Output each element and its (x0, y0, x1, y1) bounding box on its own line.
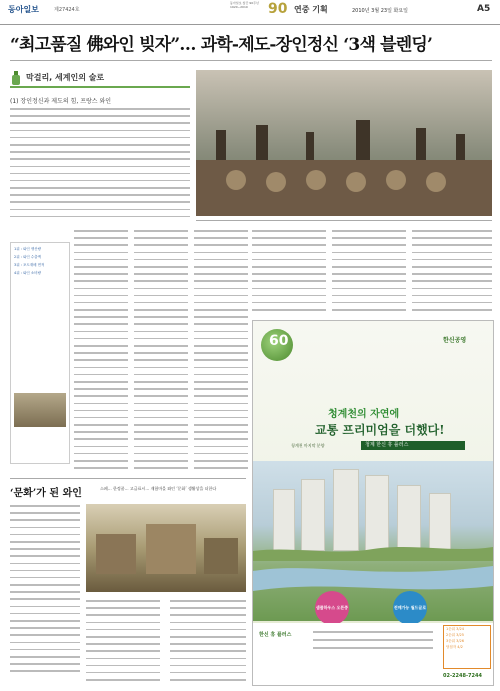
intro-text (10, 108, 190, 223)
ad-info-line (313, 647, 433, 649)
photo-caption-rule (196, 220, 492, 221)
culture-column-3 (170, 600, 246, 686)
ad-bottom-panel (253, 623, 493, 685)
bottle-icon (10, 70, 22, 84)
stats-sidebox (10, 242, 70, 464)
anniversary-caption: 동아일보 창간 90주년 1920~2010 (230, 1, 259, 9)
culture-photo (86, 504, 246, 592)
issue-date: 2010년 3월 23일 화요일 (352, 8, 409, 14)
body-column-4 (252, 230, 326, 316)
culture-column-2 (86, 600, 160, 686)
page-number: A5 (477, 4, 491, 14)
ad-badge-1: 샘플하우스 오픈중 (315, 591, 349, 625)
body-column-2 (134, 230, 188, 474)
body-column-5 (332, 230, 406, 316)
apartment-advertisement (252, 320, 494, 686)
ad-tag-bar: 청계 한신 휴 플러스 (361, 441, 465, 450)
series-underline (10, 86, 190, 88)
issue-number: 제27424호 (54, 7, 80, 13)
ad-info-line (313, 639, 433, 641)
main-headline: “최고품질 佛와인 빚자”… 과학-제도-장인정신 ‘3색 블렌딩’ (10, 35, 433, 55)
ad-phone-number: 02-2248-7244 (443, 673, 482, 679)
culture-title: ‘문화’가 된 와인 (10, 488, 82, 499)
ad-headline-1: 청계천의 자연에 (328, 409, 400, 420)
culture-rule (10, 478, 246, 479)
ad-info-line (313, 631, 433, 633)
sidebar-photo (14, 393, 66, 427)
schedule-row: 1순위 3/24 (446, 627, 464, 631)
body-column-3 (194, 230, 248, 474)
wine-cellar-photo (196, 70, 492, 216)
ad-schedule-box (443, 625, 491, 669)
ad-tagline: 청계천 마지막 분양 (291, 443, 325, 448)
schedule-row: 2순위 3/25 (446, 633, 464, 637)
ad-scenery-image (253, 461, 493, 621)
schedule-row: 당첨자 4/2 (446, 645, 463, 649)
ad-headline-2: 교통 프리미엄을 더했다! (315, 423, 445, 437)
culture-column-1 (10, 505, 80, 678)
headline-rule (10, 60, 492, 61)
ad-badge-2: 전매가능 월드글로 (393, 591, 427, 625)
body-column-1 (74, 230, 128, 474)
stat-item: 2위 : 와인 수출액 (14, 255, 42, 259)
anniversary-number: 90 (268, 1, 288, 17)
publication-name: 동아일보 (8, 5, 39, 14)
schedule-row: 3순위 3/26 (446, 639, 464, 643)
body-column-6 (412, 230, 492, 316)
stat-item: 1위 : 와인 생산량 (14, 247, 42, 251)
ad-brand: 한신공영 (443, 337, 467, 344)
culture-subtitle: 스페… 한정품… 고급표시… 재함마을 와인 ‘문화’ 생활상을 더한다 (100, 486, 217, 491)
anniversary-badge (230, 1, 330, 21)
stat-item: 3위 : 포도재배 면적 (14, 263, 45, 267)
section-label: 연중 기획 (294, 5, 328, 14)
series-title: 막걸리, 세계인의 술로 (26, 73, 105, 82)
stat-item: 4위 : 와인 소비량 (14, 271, 42, 275)
series-subhead: (1) 장인정신과 제도의 힘, 프랑스 와인 (10, 98, 112, 105)
ad-bottom-brand: 한신 휴 플러스 (259, 632, 292, 638)
ad-logo-number: 60 (269, 333, 289, 349)
